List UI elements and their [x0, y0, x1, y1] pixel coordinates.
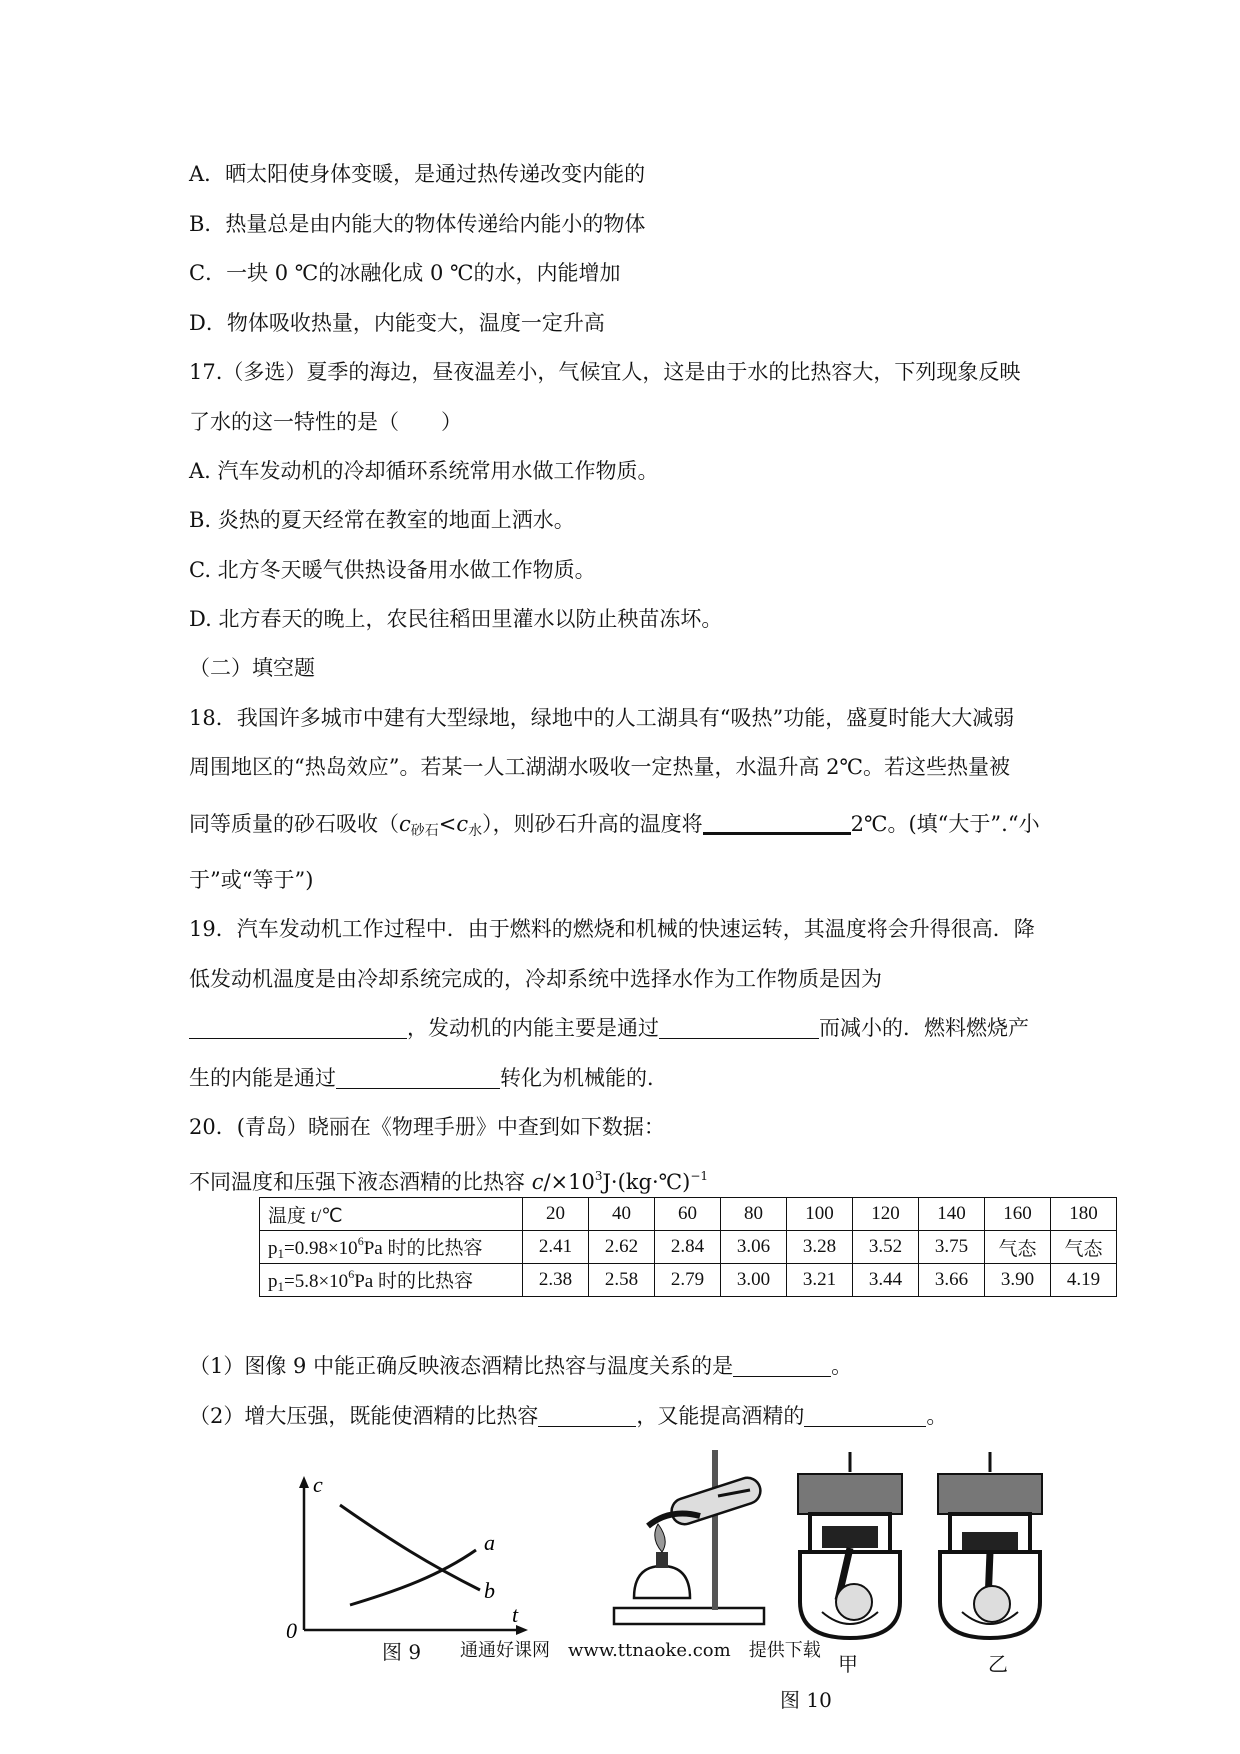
table-cell: 40 [589, 1198, 655, 1231]
figure9-caption: 图 9 [382, 1640, 422, 1664]
table-cell: 3.44 [853, 1264, 919, 1297]
engine-yi-piston [962, 1532, 1018, 1552]
figure9-curve-b [340, 1505, 480, 1590]
q16-option-d: D．物体吸收热量，内能变大，温度一定升高 [189, 311, 605, 335]
table-cell: 3.06 [721, 1231, 787, 1264]
q19-line4 [189, 1064, 668, 1092]
figure9-label-a: a [484, 1530, 495, 1555]
q18-line3-mid: ），则砂石升高的温度将 [482, 812, 703, 836]
table-rowhead-p2 [260, 1264, 523, 1297]
table-row-pressure-2 [260, 1264, 1117, 1297]
q19-blank-3[interactable] [336, 1066, 500, 1089]
q20-sub2-start: （2）增大压强，既能使酒精的比热容 [189, 1404, 539, 1428]
figure9-origin-label: 0 [286, 1618, 297, 1640]
table-row-temperature [260, 1198, 1117, 1231]
row1-sub: 1 [277, 1245, 284, 1261]
table-cell: 2.84 [655, 1231, 721, 1264]
row2-mid: =5.8×10 [284, 1270, 349, 1292]
q17-option-c: C. 北方冬天暖气供热设备用水做工作物质。 [189, 558, 596, 582]
lamp-wick [656, 1552, 668, 1568]
row2-p: p [268, 1270, 278, 1292]
q16-option-b: B．热量总是由内能大的物体传递给内能小的物体 [189, 212, 646, 236]
q19-line4-end: 转化为机械能的． [500, 1066, 668, 1090]
figure9-label-b: b [484, 1578, 495, 1603]
q20-sub2-blank-1[interactable] [538, 1404, 636, 1427]
table-cell: 120 [853, 1198, 919, 1231]
table-row-pressure-1 [260, 1231, 1117, 1264]
q18-less-than: < [438, 812, 457, 836]
q18-sand-subscript: 砂石 [410, 823, 439, 839]
figure10-engine-jia [790, 1452, 910, 1642]
row2-exp: 6 [348, 1266, 355, 1281]
row1-p: p [268, 1237, 278, 1259]
q19-line4-start: 生的内能是通过 [189, 1066, 336, 1090]
q20-unit-exp: 3 [594, 1169, 603, 1183]
row2-end: Pa 时的比热容 [354, 1270, 473, 1292]
q18-line2: 周围地区的“热岛效应”。若某一人工湖湖水吸收一定热量，水温升高 2℃。若这些热量被 [189, 755, 1010, 779]
table-cell: 2.38 [523, 1264, 589, 1297]
table-cell: 3.28 [787, 1231, 853, 1264]
table-cell: 3.75 [919, 1231, 985, 1264]
q20-unit-exp2: −1 [690, 1169, 709, 1183]
table-cell: 80 [721, 1198, 787, 1231]
q20-sub1-text: （1）图像 9 中能正确反映液态酒精比热容与温度关系的是 [189, 1354, 734, 1378]
table-cell: 3.90 [985, 1264, 1051, 1297]
figure9-x-label: t [512, 1602, 519, 1627]
section-heading-fill-blank: （二）填空题 [189, 656, 315, 680]
apparatus-base [614, 1608, 764, 1624]
table-cell: 2.62 [589, 1231, 655, 1264]
q18-c-symbol: c [399, 812, 411, 836]
q20-unit: J·(kg·℃) [602, 1170, 691, 1194]
q20-sub1-blank[interactable] [733, 1354, 831, 1377]
alcohol-lamp [634, 1566, 690, 1598]
q16-option-a: A．晒太阳使身体变暖，是通过热传递改变内能的 [189, 162, 646, 186]
figure9-y-arrow [299, 1476, 309, 1488]
q20-sub2-mid: ，又能提高酒精的 [636, 1404, 805, 1428]
q20-sub2-end: 。 [926, 1404, 948, 1428]
table-cell: 140 [919, 1198, 985, 1231]
row1-mid: =0.98×10 [284, 1237, 358, 1259]
table-cell: 3.52 [853, 1231, 919, 1264]
q19-line3-mid: ，发动机的内能主要是通过 [407, 1016, 659, 1040]
figure10-label-jia: 甲 [838, 1652, 858, 1676]
watermark-text: 通通好课网 www.ttnaoke.com 提供下载 [460, 1640, 821, 1661]
q18-line1: 18．我国许多城市中建有大型绿地，绿地中的人工湖具有“吸热”功能，盛夏时能大大减弱 [189, 706, 1015, 730]
q17-option-b: B. 炎热的夏天经常在教室的地面上洒水。 [189, 508, 575, 532]
engine-jia-piston [822, 1526, 878, 1548]
q17-option-a: A. 汽车发动机的冷却循环系统常用水做工作物质。 [189, 459, 659, 483]
q18-c-symbol-2: c [456, 812, 469, 836]
engine-jia-crank [836, 1584, 872, 1620]
q18-answer-blank[interactable] [703, 810, 851, 835]
table-cell: 气态 [1051, 1231, 1117, 1264]
table-rowhead-p1 [260, 1231, 523, 1264]
q16-option-c: C．一块 0 ℃的冰融化成 0 ℃的水，内能增加 [189, 261, 621, 285]
figure10-engine-yi [930, 1452, 1050, 1642]
specific-heat-table [259, 1197, 1117, 1297]
q20-line1: 20．(青岛）晓丽在《物理手册》中查到如下数据： [189, 1115, 665, 1139]
table-cell: 180 [1051, 1198, 1117, 1231]
table-cell: 3.21 [787, 1264, 853, 1297]
q17-stem-line1: 17.（多选）夏季的海边，昼夜温差小，气候宜人，这是由于水的比热容大，下列现象反映 [189, 360, 1021, 384]
table-cell: 60 [655, 1198, 721, 1231]
q20-sub1 [189, 1352, 852, 1380]
figure9-graph [280, 1470, 540, 1640]
q20-sub2-blank-2[interactable] [804, 1404, 926, 1427]
q17-option-d: D. 北方春天的晚上，农民往稻田里灌水以防止秧苗冻坏。 [189, 607, 723, 631]
q19-line3-end: 而减小的．燃料燃烧产 [819, 1016, 1029, 1040]
row1-exp: 6 [357, 1233, 364, 1248]
q20-sub1-end: 。 [831, 1354, 853, 1378]
q18-water-subscript: 水 [468, 823, 483, 839]
q19-blank-1[interactable] [189, 1016, 407, 1039]
q18-line3-end: 2℃。(填“大于”.“小 [850, 812, 1040, 836]
q20-unit-base: /×10 [543, 1170, 595, 1194]
table-cell: 100 [787, 1198, 853, 1231]
table-cell: 气态 [985, 1231, 1051, 1264]
row2-sub: 1 [277, 1278, 284, 1294]
q19-blank-2[interactable] [659, 1016, 819, 1039]
figure10-label-yi: 乙 [988, 1652, 1008, 1676]
figure10-caption: 图 10 [780, 1688, 832, 1712]
q20-line2 [189, 1162, 708, 1196]
table-cell: 2.41 [523, 1231, 589, 1264]
q20-line2-start: 不同温度和压强下液态酒精的比热容 [189, 1170, 532, 1194]
table-header-temperature: 温度 t/℃ [260, 1198, 523, 1231]
q18-line4: 于”或“等于”) [189, 868, 314, 892]
table-cell: 2.79 [655, 1264, 721, 1297]
apparatus-stand-rod [712, 1450, 718, 1610]
table-cell: 2.58 [589, 1264, 655, 1297]
q17-stem-line2: 了水的这一特性的是（ ） [189, 410, 462, 434]
q19-line1: 19．汽车发动机工作过程中．由于燃料的燃烧和机械的快速运转，其温度将会升得很高．降 [189, 917, 1035, 941]
q18-line3-start: 同等质量的砂石吸收（ [189, 812, 399, 836]
engine-yi-crank [974, 1586, 1010, 1622]
lamp-flame [655, 1524, 665, 1552]
q19-line2: 低发动机温度是由冷却系统完成的，冷却系统中选择水作为工作物质是因为 [189, 967, 882, 991]
q20-c-symbol: c [531, 1170, 544, 1194]
table-cell: 4.19 [1051, 1264, 1117, 1297]
table-cell: 20 [523, 1198, 589, 1231]
table-cell: 3.66 [919, 1264, 985, 1297]
q18-line3 [189, 810, 1040, 845]
table-cell: 3.00 [721, 1264, 787, 1297]
q20-sub2 [189, 1402, 947, 1430]
figure9-y-label: c [313, 1472, 323, 1497]
figure10-test-tube-apparatus [600, 1448, 770, 1630]
table-cell: 160 [985, 1198, 1051, 1231]
row1-end: Pa 时的比热容 [363, 1237, 483, 1259]
q19-line3 [189, 1014, 1029, 1042]
